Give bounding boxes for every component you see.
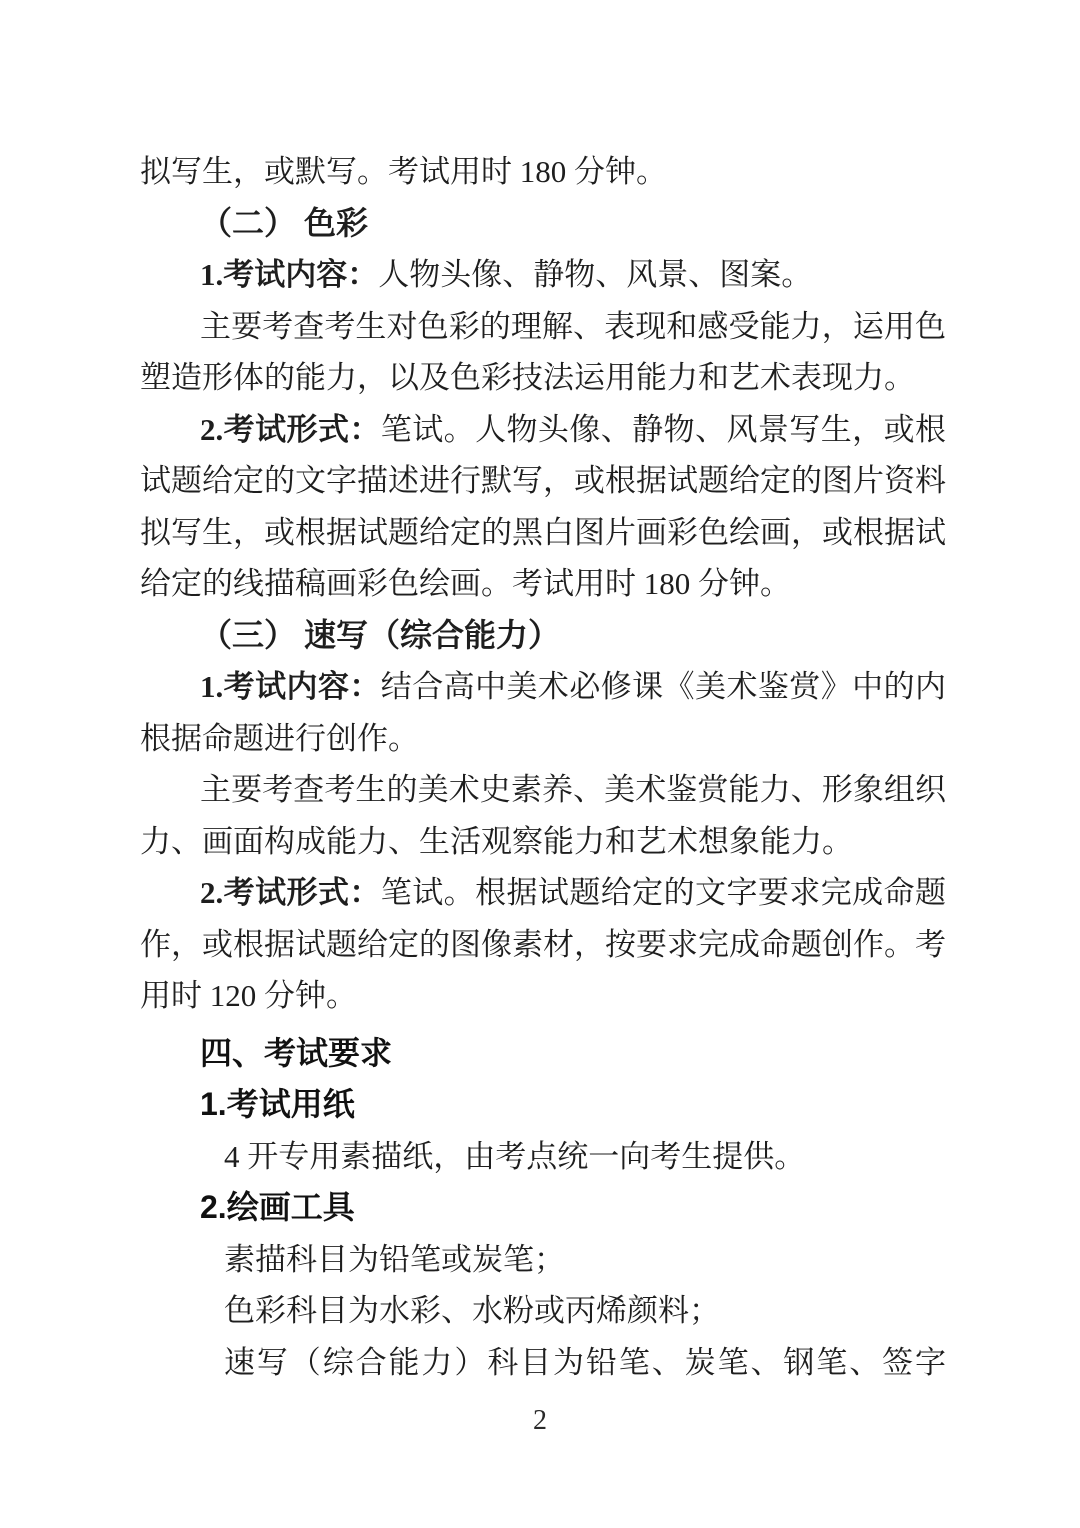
line-text: 主要考查考生对色彩的理解、表现和感受能力，运用色 (200, 308, 946, 344)
heading-text: 2.绘画工具 (200, 1189, 355, 1225)
text-line (140, 1285, 946, 1337)
text-line (140, 661, 946, 713)
text-line (140, 249, 946, 301)
subheading-kaoshi-yongzhi (140, 1079, 946, 1131)
text-line (140, 919, 946, 971)
line-lead-label: 2.考试形式： (200, 875, 381, 910)
text-line (140, 352, 946, 404)
line-text: 主要考查考生的美术史素养、美术鉴赏能力、形象组织 (200, 772, 946, 807)
heading-text: 1.考试用纸 (200, 1086, 355, 1122)
line-text: 塑造形体的能力，以及色彩技法运用能力和艺术表现力。 (140, 360, 915, 395)
line-text: 给定的线描稿画彩色绘画。考试用时 180 分钟。 (140, 566, 791, 601)
line-lead-label: 2.考试形式： (200, 411, 381, 447)
line-text: 结合高中美术必修课《美术鉴赏》中的内 (380, 669, 946, 704)
line-text: 速写（综合能力）科目为铅笔、炭笔、钢笔、签字 (224, 1344, 946, 1380)
line-text: 作，或根据试题给定的图像素材，按要求完成命题创作。考 (140, 926, 946, 962)
line-text: 力、画面构成能力、生活观察能力和艺术想象能力。 (140, 823, 853, 859)
heading-text: （三） 速写（综合能力） (200, 616, 561, 653)
line-text: 笔试。人物头像、静物、风景写生，或根 (380, 411, 946, 447)
text-line (140, 146, 946, 198)
text-line (140, 507, 946, 559)
text-line (140, 713, 946, 765)
line-text: 色彩科目为水彩、水粉或丙烯颜料； (224, 1293, 720, 1328)
line-text: 素描科目为铅笔或炭笔； (224, 1241, 565, 1277)
text-line (140, 764, 946, 816)
text-line (140, 301, 946, 353)
line-text: 拟写生，或默写。考试用时 180 分钟。 (140, 154, 667, 189)
line-lead-label: 1.考试内容： (200, 669, 381, 704)
text-line (140, 558, 946, 610)
line-lead-label: 1.考试内容： (200, 257, 379, 292)
text-line (140, 1337, 946, 1389)
subsection-heading-suxie (140, 610, 946, 662)
subheading-huihua-gongju (140, 1182, 946, 1234)
line-text: 拟写生，或根据试题给定的黑白图片画彩色绘画，或根据试 (140, 514, 946, 550)
page-number: 2 (533, 1405, 547, 1436)
line-text: 4 开专用素描纸，由考点统一向考生提供。 (224, 1138, 806, 1174)
heading-text: 四、考试要求 (200, 1034, 393, 1071)
text-line (140, 1234, 946, 1286)
text-line (140, 970, 946, 1022)
text-line (140, 455, 946, 507)
subsection-heading-secai (140, 198, 946, 250)
text-line (140, 816, 946, 868)
heading-text: （二） 色彩 (200, 204, 369, 241)
line-text: 试题给定的文字描述进行默写，或根据试题给定的图片资料 (140, 463, 946, 498)
text-line (140, 867, 946, 919)
line-text: 根据命题进行创作。 (140, 720, 419, 756)
line-text: 笔试。根据试题给定的文字要求完成命题 (380, 875, 946, 910)
section-heading-kaoshi-yaoqiu (140, 1028, 946, 1080)
text-line (140, 1131, 946, 1183)
document-body (140, 146, 946, 1388)
line-text: 用时 120 分钟。 (140, 978, 357, 1013)
text-line (140, 404, 946, 456)
line-text: 人物头像、静物、风景、图案。 (378, 257, 813, 292)
